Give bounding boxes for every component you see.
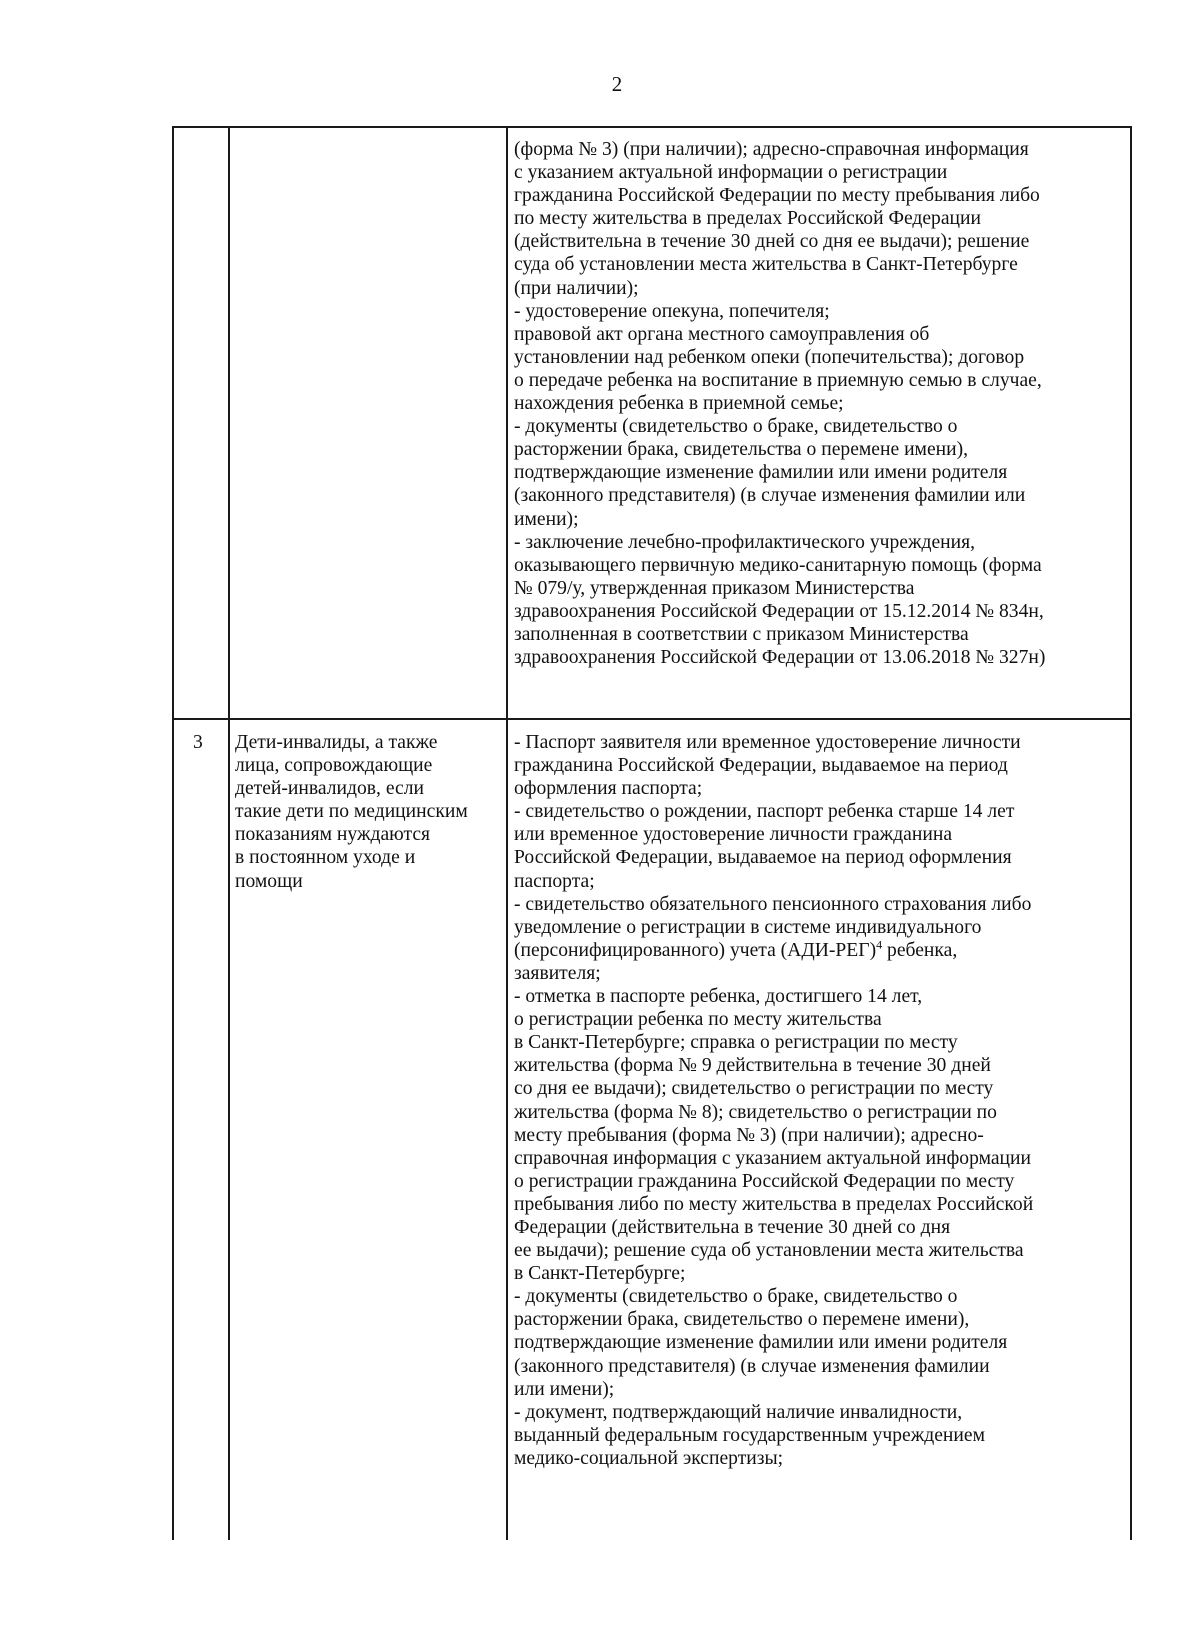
text-line: - удостоверение опекуна, попечителя;: [514, 300, 830, 322]
text-line: - Паспорт заявителя или временное удостоверение личности: [514, 732, 1021, 753]
text-line: подтверждающие изменение фамилии или имени родителя: [514, 462, 1008, 484]
text-line: Российской Федерации, выдаваемое на период оформления: [514, 847, 1012, 869]
table-top-border: [172, 126, 1132, 128]
row-number: 3: [193, 732, 203, 753]
text-line: по месту жительства в пределах Российской Федерации: [514, 208, 982, 230]
text-line: паспорта;: [514, 870, 595, 892]
text-line: подтверждающие изменение фамилии или имени родителя: [514, 1332, 1008, 1354]
text-line: суда об установлении места жительства в Санкт-Петербурге: [514, 254, 1018, 276]
text-line: уведомление о регистрации в системе индивидуального: [514, 916, 982, 938]
text-line: ее выдачи); решение суда об установлении места жительства: [514, 1240, 1024, 1262]
text-line: заполненная в соответствии с приказом Министерства: [514, 623, 969, 645]
table-left-border: [172, 126, 174, 1540]
text-line: выданный федеральным государственным учреждением: [514, 1424, 985, 1446]
text-line: или имени);: [514, 1378, 615, 1400]
text-line: со дня ее выдачи); свидетельство о регистрации по месту: [514, 1078, 994, 1100]
text-line: с указанием актуальной информации о регистрации: [514, 162, 948, 184]
text-line: жительства (форма № 9 действительна в течение 30 дней: [514, 1055, 991, 1077]
text-line: (действительна в течение 30 дней со дня ее выдачи); решение: [514, 231, 1030, 253]
table-right-border: [1130, 126, 1132, 1540]
text-line: оказывающего первичную медико-санитарную помощь (форма: [514, 554, 1042, 576]
table-row-divider: [172, 718, 1132, 720]
row-1-documents: [514, 138, 1045, 669]
text-line: медико-социальной экспертизы;: [514, 1447, 784, 1469]
text-line: в постоянном уходе и: [235, 847, 416, 869]
text-line: о регистрации ребенка по месту жительства: [514, 1009, 882, 1031]
text-line: - заключение лечебно-профилактического учреждения,: [514, 531, 976, 553]
text-line: помощи: [235, 870, 303, 892]
table-column-divider-2: [506, 126, 508, 1540]
text-line: - свидетельство обязательного пенсионного страхования либо: [514, 893, 1032, 915]
text-line: лица, сопровождающие: [235, 755, 433, 777]
text-line: гражданина Российской Федерации по месту пребывания либо: [514, 185, 1040, 207]
text-line: пребывания либо по месту жительства в пределах Российской: [514, 1193, 1034, 1215]
text-line: - отметка в паспорте ребенка, достигшего 14 лет,: [514, 986, 923, 1008]
text-line: № 079/у, утвержденная приказом Министерства: [514, 577, 915, 599]
text-line: (персонифицированного) учета $(АДИ-РЕГ)^4$ ребенка,: [514, 937, 958, 961]
text-line: справочная информация с указанием актуальной информации: [514, 1147, 1031, 1169]
text-line: правовой акт органа местного самоуправления об: [514, 323, 930, 345]
text-line: - документы (свидетельство о браке, свидетельство о: [514, 416, 958, 438]
row-2-category: [235, 731, 468, 893]
text-line: оформления паспорта;: [514, 778, 703, 800]
text-line: установлении над ребенком опеки (попечительства); договор: [514, 346, 1025, 368]
row-2-documents: [514, 731, 1033, 1470]
text-line: здравоохранения Российской Федерации от 15.12.2014 № 834н,: [514, 600, 1044, 622]
text-line: о регистрации гражданина Российской Федерации по месту: [514, 1170, 1015, 1192]
text-line: детей-инвалидов, если: [235, 778, 424, 800]
text-line: месту пребывания (форма № 3) (при наличии); адресно-: [514, 1124, 984, 1146]
text-line: в Санкт-Петербурге;: [514, 1263, 686, 1285]
text-line: о передаче ребенка на воспитание в приемную семью в случае,: [514, 369, 1042, 391]
table-column-divider-1: [228, 126, 230, 1540]
text-line: (форма № 3) (при наличии); адресно-справочная информация: [514, 139, 1029, 160]
text-line: (при наличии);: [514, 277, 639, 299]
text-line: такие дети по медицинским: [235, 801, 468, 823]
text-line: - свидетельство о рождении, паспорт ребенка старше 14 лет: [514, 801, 1015, 823]
text-line: расторжении брака, свидетельства о перемене имени),: [514, 439, 969, 461]
text-line: Федерации (действительна в течение 30 дней со дня: [514, 1216, 951, 1238]
text-line: Дети-инвалиды, а также: [235, 732, 438, 753]
text-line: нахождения ребенка в приемной семье;: [514, 393, 844, 415]
text-line: (законного представителя) (в случае изменения фамилии или: [514, 485, 1026, 507]
text-line: или временное удостоверение личности гражданина: [514, 824, 953, 846]
text-line: расторжении брака, свидетельство о перемене имени),: [514, 1309, 970, 1331]
text-line: - документы (свидетельство о браке, свидетельство о: [514, 1286, 958, 1308]
text-line: здравоохранения Российской Федерации от 13.06.2018 № 327н): [514, 647, 1046, 669]
footnote-mark: 4: [876, 937, 883, 952]
text-line: имени);: [514, 508, 579, 530]
text-line: показаниям нуждаются: [235, 824, 431, 846]
text-line: - документ, подтверждающий наличие инвалидности,: [514, 1401, 963, 1423]
text-line: в Санкт-Петербурге; справка о регистрации по месту: [514, 1032, 958, 1054]
page-number: 2: [611, 72, 623, 96]
text-line: заявителя;: [514, 962, 601, 984]
text-line: гражданина Российской Федерации, выдаваемое на период: [514, 755, 1008, 777]
text-line: (законного представителя) (в случае изменения фамилии: [514, 1355, 990, 1377]
text-line: жительства (форма № 8); свидетельство о регистрации по: [514, 1101, 997, 1123]
